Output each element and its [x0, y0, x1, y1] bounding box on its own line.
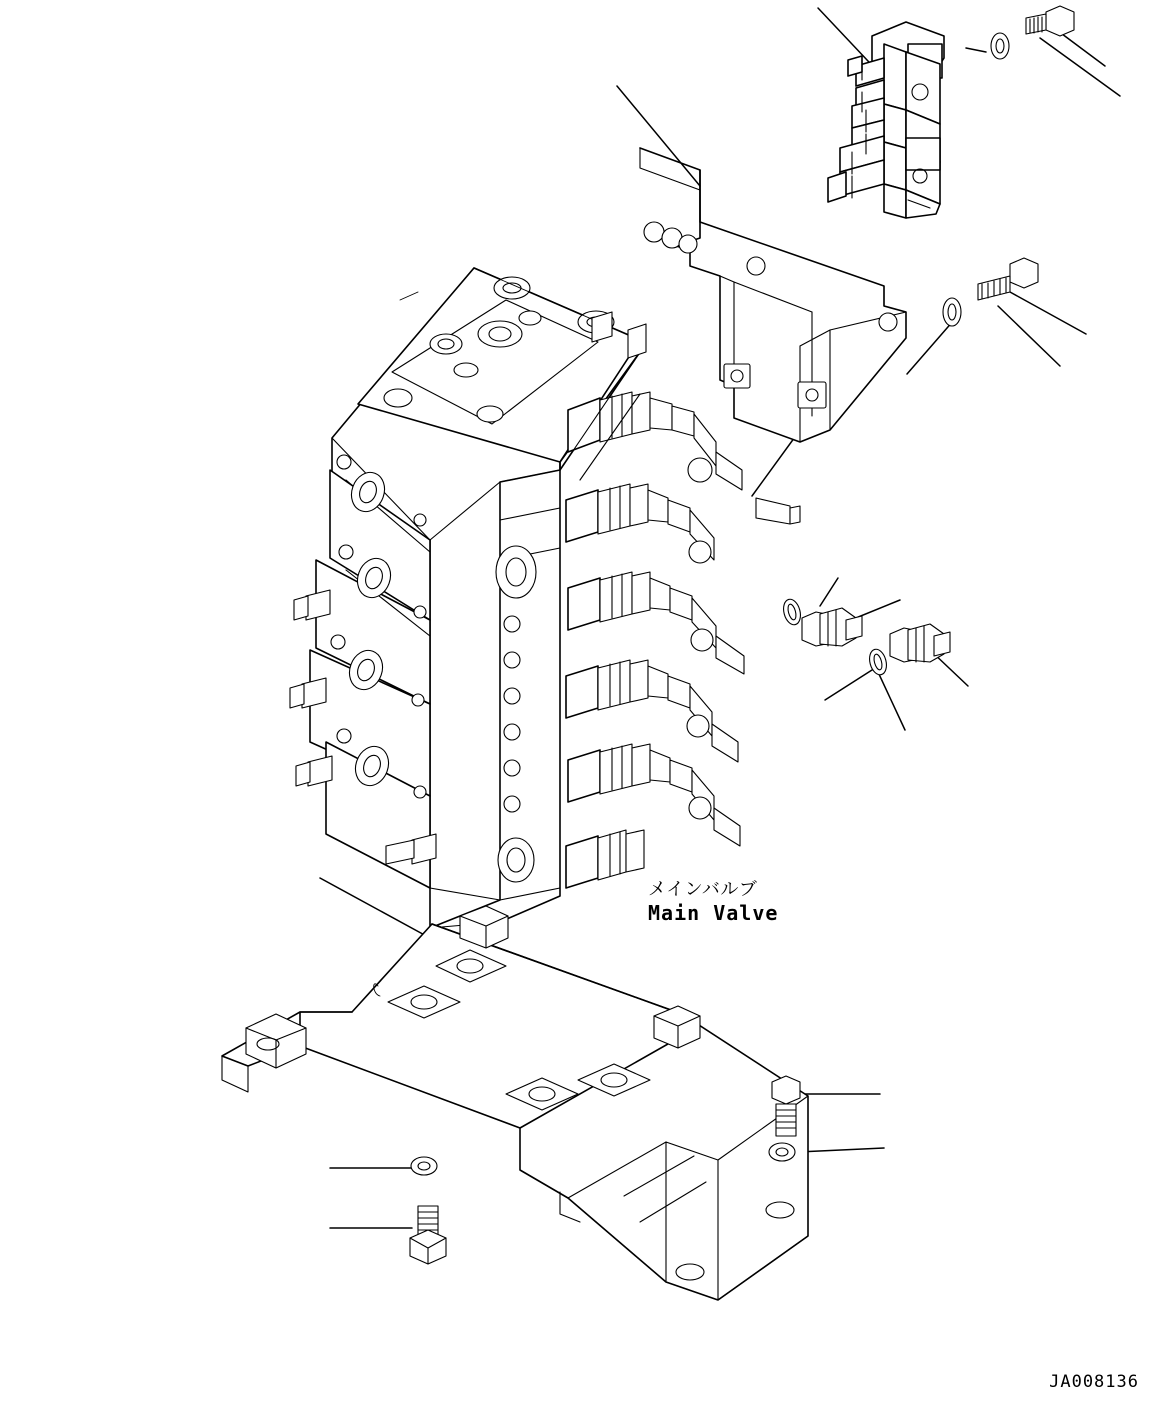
main-valve-label-jp: メインバルブ — [648, 879, 758, 900]
washer-lower-left — [411, 1157, 437, 1175]
hex-bolt-top-right — [1026, 6, 1074, 36]
washer-lower-right — [769, 1143, 795, 1161]
washer-mid-right — [943, 298, 961, 326]
hex-bolt-mid-right — [978, 258, 1038, 300]
main-valve-label — [648, 878, 778, 927]
right-spool-assemblies — [566, 392, 800, 888]
hex-bolt-lower-right — [772, 1076, 800, 1136]
washer-top-right — [991, 33, 1009, 59]
pipe-fitting-right — [890, 624, 950, 662]
lower-mounting-plate — [222, 906, 808, 1300]
o-ring-right — [867, 647, 889, 676]
o-ring-left — [781, 597, 803, 626]
main-valve-label-en: Main Valve — [648, 901, 779, 926]
upper-mounting-bracket — [640, 148, 906, 442]
hex-bolt-lower-left — [410, 1206, 446, 1264]
figure-code: JA008136 — [1049, 1372, 1139, 1392]
solenoid-valve-manifold — [828, 22, 944, 218]
pipe-fitting-left — [802, 608, 862, 646]
